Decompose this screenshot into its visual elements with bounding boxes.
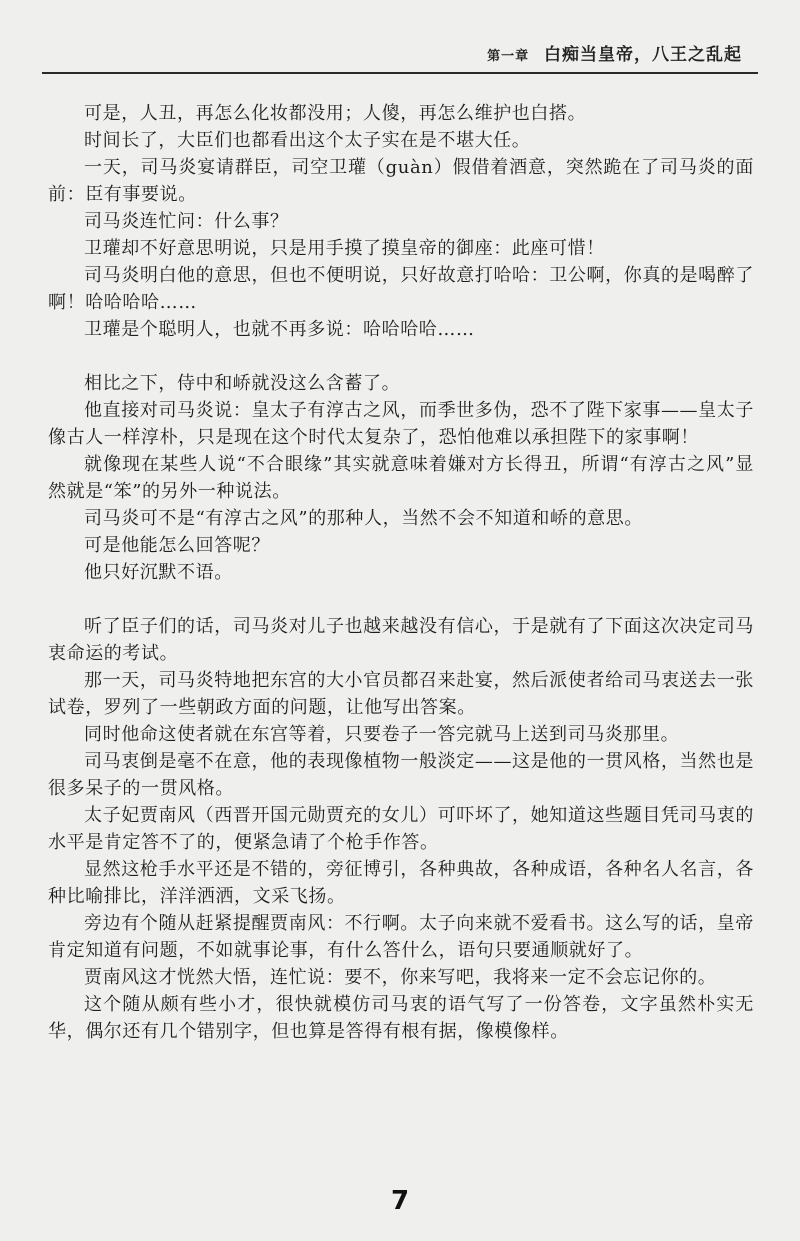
header-rule <box>42 72 758 74</box>
page-body <box>48 100 754 1045</box>
chapter-title: 白痴当皇帝，八王之乱起 <box>544 45 742 65</box>
paragraph: 那一天，司马炎特地把东宫的大小官员都召来赴宴，然后派使者给司马衷送去一张试卷，罗列了一些朝政方面的问题，让他写出答案。 <box>48 670 754 718</box>
paragraph: 一天，司马炎宴请群臣，司空卫瓘（guàn）假借着酒意，突然跪在了司马炎的面前：臣有事要说。 <box>48 157 754 205</box>
paragraph: 听了臣子们的话，司马炎对儿子也越来越没有信心，于是就有了下面这次决定司马衷命运的考试。 <box>48 616 754 664</box>
paragraph: 太子妃贾南风（西晋开国元勋贾充的女儿）可吓坏了，她知道这些题目凭司马衷的水平是肯定答不了的，便紧急请了个枪手作答。 <box>48 805 754 853</box>
paragraph: 司马衷倒是毫不在意，他的表现像植物一般淡定——这是他的一贯风格，当然也是很多呆子的一贯风格。 <box>48 751 754 799</box>
paragraph: 相比之下，侍中和峤就没这么含蓄了。 <box>84 373 401 394</box>
paragraph: 就像现在某些人说“不合眼缘”其实就意味着嫌对方长得丑，所谓“有淳古之风”显然就是“笨”的另外一种说法。 <box>48 454 754 502</box>
paragraph: 司马炎可不是“有淳古之风”的那种人，当然不会不知道和峤的意思。 <box>84 508 644 529</box>
chapter-label: 第一章 <box>487 49 530 64</box>
paragraph: 可是，人丑，再怎么化妆都没用；人傻，再怎么维护也白搭。 <box>84 103 587 124</box>
paragraph: 司马炎连忙问：什么事？ <box>84 211 289 232</box>
paragraph: 可是他能怎么回答呢？ <box>84 535 270 556</box>
paragraph: 这个随从颇有些小才，很快就模仿司马衷的语气写了一份答卷，文字虽然朴实无华，偶尔还有几个错别字，但也算是答得有根有据，像模像样。 <box>48 994 754 1042</box>
running-header <box>487 40 742 65</box>
page-number: 7 <box>390 1186 410 1216</box>
paragraph: 卫瓘是个聪明人，也就不再多说：哈哈哈哈…… <box>84 319 475 340</box>
paragraph: 旁边有个随从赶紧提醒贾南风：不行啊。太子向来就不爱看书。这么写的话，皇帝肯定知道有问题，不如就事论事，有什么答什么，语句只要通顺就好了。 <box>48 913 754 961</box>
paragraph: 他直接对司马炎说：皇太子有淳古之风，而季世多伪，恐不了陛下家事——皇太子像古人一样淳朴，只是现在这个时代太复杂了，恐怕他难以承担陛下的家事啊！ <box>48 400 754 448</box>
paragraph: 他只好沉默不语。 <box>84 562 233 583</box>
paragraph: 显然这枪手水平还是不错的，旁征博引，各种典故，各种成语，各种名人名言，各种比喻排比，洋洋洒洒，文采飞扬。 <box>48 859 754 907</box>
paragraph: 司马炎明白他的意思，但也不便明说，只好故意打哈哈：卫公啊，你真的是喝醉了啊！哈哈哈哈…… <box>48 265 754 313</box>
paragraph: 贾南风这才恍然大悟，连忙说：要不，你来写吧，我将来一定不会忘记你的。 <box>84 967 717 988</box>
paragraph: 同时他命这使者就在东宫等着，只要卷子一答完就马上送到司马炎那里。 <box>84 724 680 745</box>
paragraph: 时间长了，大臣们也都看出这个太子实在是不堪大任。 <box>84 130 531 151</box>
paragraph: 卫瓘却不好意思明说，只是用手摸了摸皇帝的御座：此座可惜！ <box>84 238 605 259</box>
